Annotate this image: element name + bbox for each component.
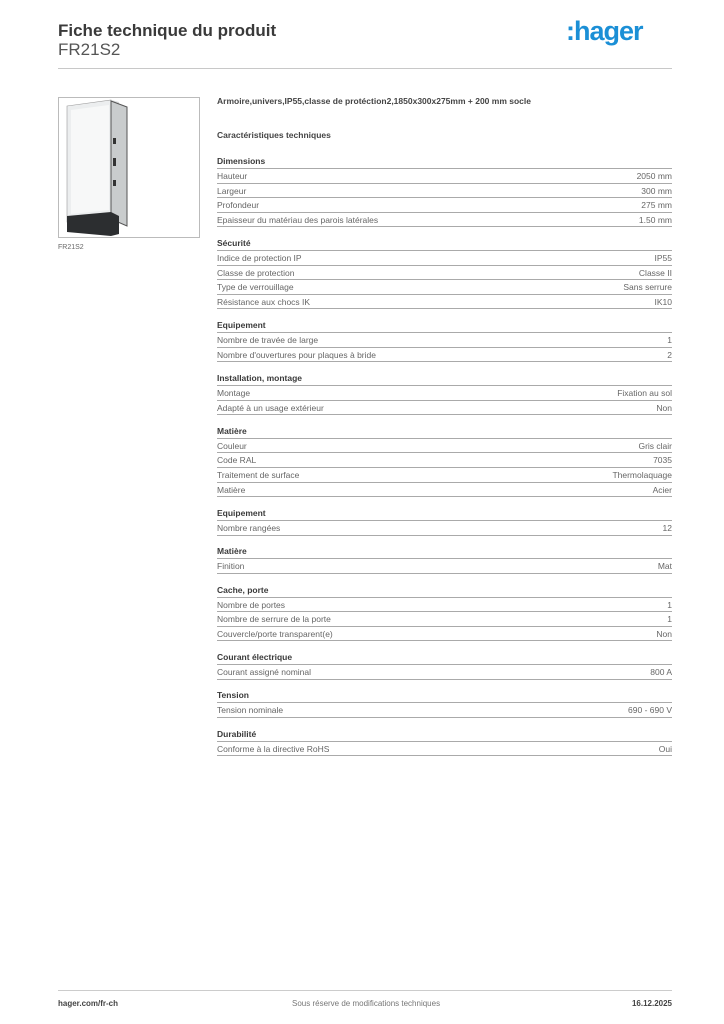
spec-row bbox=[217, 198, 672, 213]
footer-disclaimer: Sous réserve de modifications techniques bbox=[292, 999, 441, 1008]
spec-row bbox=[217, 213, 672, 228]
spec-row bbox=[217, 386, 672, 401]
spec-row bbox=[217, 665, 672, 680]
cabinet-illustration bbox=[59, 98, 199, 237]
spec-row bbox=[217, 169, 672, 184]
spec-label: Matière bbox=[217, 484, 246, 495]
product-image bbox=[58, 97, 200, 238]
spec-value: 2050 mm bbox=[636, 171, 672, 181]
spec-row bbox=[217, 266, 672, 281]
section-heading: Durabilité bbox=[217, 728, 672, 742]
spec-label: Courant assigné nominal bbox=[217, 666, 312, 677]
spec-label: Couvercle/porte transparent(e) bbox=[217, 628, 333, 639]
spec-row bbox=[217, 295, 672, 310]
spec-label: Indice de protection IP bbox=[217, 253, 302, 264]
spec-row bbox=[217, 280, 672, 295]
spec-row bbox=[217, 251, 672, 266]
image-caption: FR21S2 bbox=[58, 244, 84, 251]
spec-label: Adapté à un usage extérieur bbox=[217, 402, 324, 413]
spec-value: Non bbox=[656, 402, 672, 413]
spec-label: Type de verrouillage bbox=[217, 282, 294, 293]
footer-date: 16.12.2025 bbox=[631, 999, 672, 1008]
spec-label: Finition bbox=[217, 561, 245, 572]
spec-value: Mat bbox=[657, 561, 672, 572]
spec-value: 275 mm bbox=[641, 200, 672, 211]
spec-row bbox=[217, 483, 672, 498]
spec-row bbox=[217, 559, 672, 574]
spec-label: Montage bbox=[217, 388, 251, 398]
spec-row bbox=[217, 598, 672, 613]
spec-value: 800 A bbox=[650, 666, 672, 677]
section-heading: Cache, porte bbox=[217, 584, 672, 598]
spec-value: 1 bbox=[667, 599, 672, 610]
section-heading: Courant électrique bbox=[217, 651, 672, 665]
spec-row bbox=[217, 612, 672, 627]
spec-value: 7035 bbox=[653, 455, 672, 466]
spec-row bbox=[217, 453, 672, 468]
spec-row bbox=[217, 627, 672, 642]
spec-row bbox=[217, 401, 672, 416]
section-heading: Dimensions bbox=[217, 155, 672, 169]
spec-value: Acier bbox=[652, 484, 672, 495]
spec-row bbox=[217, 521, 672, 536]
spec-label: Nombre de serrure de la porte bbox=[217, 614, 331, 625]
spec-value: Classe II bbox=[638, 267, 672, 278]
footer-divider bbox=[58, 990, 672, 991]
spec-row bbox=[217, 184, 672, 199]
spec-label: Profondeur bbox=[217, 200, 260, 211]
spec-row bbox=[217, 742, 672, 757]
spec-label: Epaisseur du matériau des parois latérales bbox=[217, 214, 379, 225]
footer-website[interactable]: hager.com/fr-ch bbox=[58, 999, 119, 1008]
spec-row bbox=[217, 703, 672, 718]
section-heading: Equipement bbox=[217, 319, 672, 333]
spec-label: Hauteur bbox=[217, 171, 248, 181]
spec-value: 300 mm bbox=[641, 185, 672, 196]
spec-label: Code RAL bbox=[217, 455, 257, 466]
spec-row bbox=[217, 348, 672, 363]
spec-value: IP55 bbox=[654, 253, 672, 264]
section-heading: Matière bbox=[217, 545, 672, 559]
spec-label: Couleur bbox=[217, 440, 247, 451]
spec-value: 1 bbox=[667, 335, 672, 346]
hager-logo: :hager bbox=[566, 16, 643, 46]
spec-label: Résistance aux chocs IK bbox=[217, 296, 311, 307]
spec-label: Classe de protection bbox=[217, 267, 295, 278]
header-divider bbox=[58, 68, 672, 69]
spec-value: 1 bbox=[667, 614, 672, 625]
spec-value: Fixation au sol bbox=[617, 388, 672, 398]
product-description: Armoire,univers,IP55,classe de protéction2,1850x300x275mm + 200 mm socle bbox=[217, 96, 531, 106]
spec-value: 12 bbox=[662, 522, 672, 533]
spec-label: Tension nominale bbox=[217, 705, 284, 716]
product-code: FR21S2 bbox=[58, 40, 121, 59]
spec-value: IK10 bbox=[654, 296, 672, 307]
characteristics-title: Caractéristiques techniques bbox=[217, 130, 331, 140]
spec-value: 2 bbox=[667, 349, 672, 360]
section-heading: Tension bbox=[217, 689, 672, 703]
spec-row bbox=[217, 439, 672, 454]
spec-value: Oui bbox=[658, 743, 672, 754]
spec-sections bbox=[217, 155, 672, 756]
spec-row bbox=[217, 468, 672, 483]
spec-label: Nombre d'ouvertures pour plaques à bride bbox=[217, 349, 376, 360]
spec-label: Nombre rangées bbox=[217, 522, 281, 533]
spec-value: 1.50 mm bbox=[638, 214, 672, 225]
spec-label: Nombre de travée de large bbox=[217, 335, 319, 346]
spec-value: Non bbox=[656, 628, 672, 639]
spec-label: Traitement de surface bbox=[217, 470, 300, 481]
spec-label: Conforme à la directive RoHS bbox=[217, 743, 330, 754]
section-heading: Sécurité bbox=[217, 237, 672, 251]
spec-value: Sans serrure bbox=[623, 282, 672, 293]
spec-value: Thermolaquage bbox=[612, 470, 672, 481]
section-heading: Matière bbox=[217, 425, 672, 439]
page-title: Fiche technique du produit bbox=[58, 21, 277, 40]
spec-label: Nombre de portes bbox=[217, 599, 286, 610]
spec-label: Largeur bbox=[217, 185, 247, 196]
spec-value: 690 - 690 V bbox=[628, 705, 672, 716]
section-heading: Installation, montage bbox=[217, 372, 672, 386]
section-heading: Equipement bbox=[217, 507, 672, 521]
spec-row bbox=[217, 333, 672, 348]
spec-value: Gris clair bbox=[638, 440, 672, 451]
